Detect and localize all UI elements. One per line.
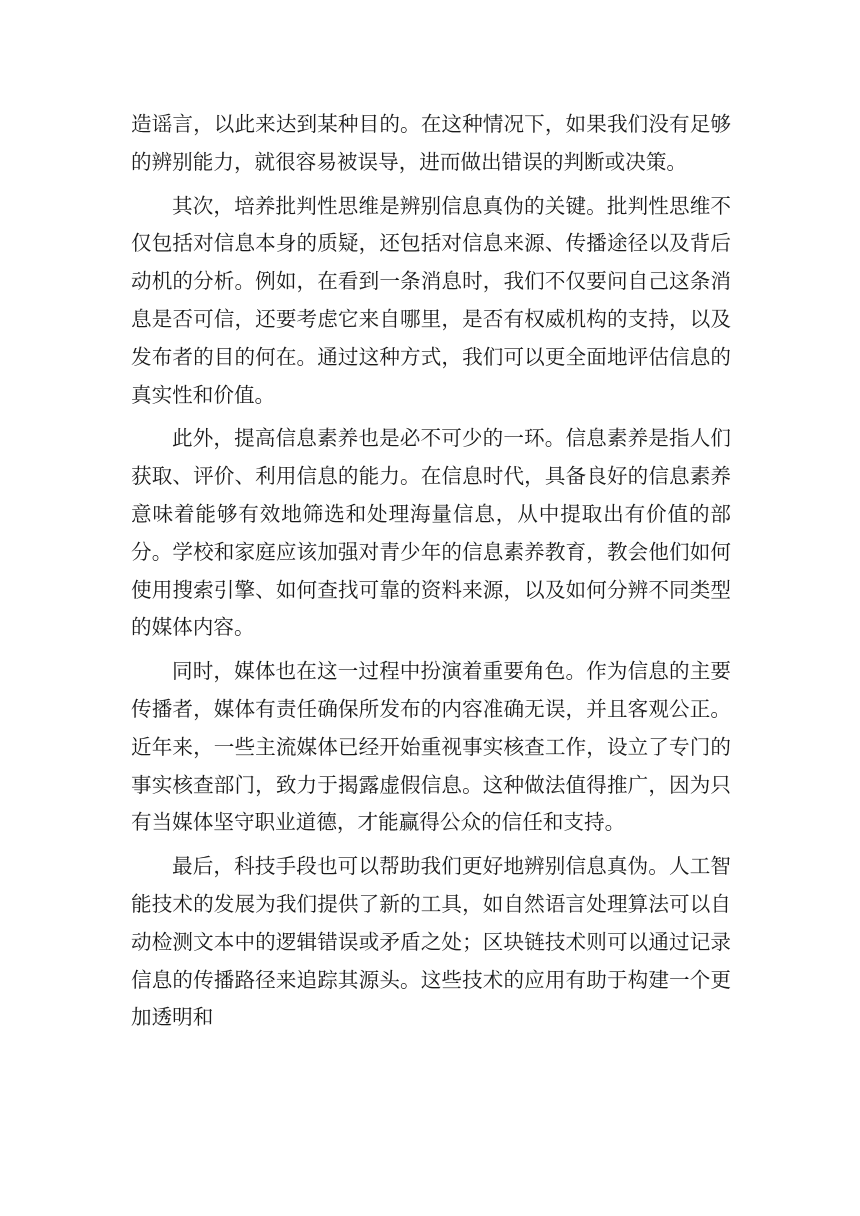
paragraph-critical-thinking: 其次，培养批判性思维是辨别信息真伪的关键。批判性思维不仅包括对信息本身的质疑，还包括对信息来源、传播途径以及背后动机的分析。例如，在看到一条消息时，我们不仅要问自己这条消息是否可信，还要考虑它来自哪里，是否有权威机构的支持，以及发布者的目的何在。通过这种方式，我们可以更全面地评估信息的真实性和价值。 (131, 193, 731, 407)
paragraph-technology: 最后，科技手段也可以帮助我们更好地辨别信息真伪。人工智能技术的发展为我们提供了新的工具，如自然语言处理算法可以自动检测文本中的逻辑错误或矛盾之处；区块链技术则可以通过记录信息的传播路径来追踪其源头。这些技术的应用有助于构建一个更加透明和 (131, 854, 731, 1030)
paragraph-media-role: 同时，媒体也在这一过程中扮演着重要角色。作为信息的主要传播者，媒体有责任确保所发布的内容准确无误，并且客观公正。近年来，一些主流媒体已经开始重视事实核查工作，设立了专门的事实核查部门，致力于揭露虚假信息。这种做法值得推广，因为只有当媒体坚守职业道德，才能赢得公众的信任和支持。 (131, 659, 731, 835)
document-body (131, 106, 731, 1043)
paragraph-information-literacy: 此外，提高信息素养也是必不可少的一环。信息素养是指人们获取、评价、利用信息的能力。在信息时代，具备良好的信息素养意味着能够有效地筛选和处理海量信息，从中提取出有价值的部分。学校和家庭应该加强对青少年的信息素养教育，教会他们如何使用搜索引擎、如何查找可靠的资料来源，以及如何分辨不同类型的媒体内容。 (131, 426, 731, 640)
paragraph-continuation: 造谣言，以此来达到某种目的。在这种情况下，如果我们没有足够的辨别能力，就很容易被误导，进而做出错误的判断或决策。 (131, 112, 731, 174)
